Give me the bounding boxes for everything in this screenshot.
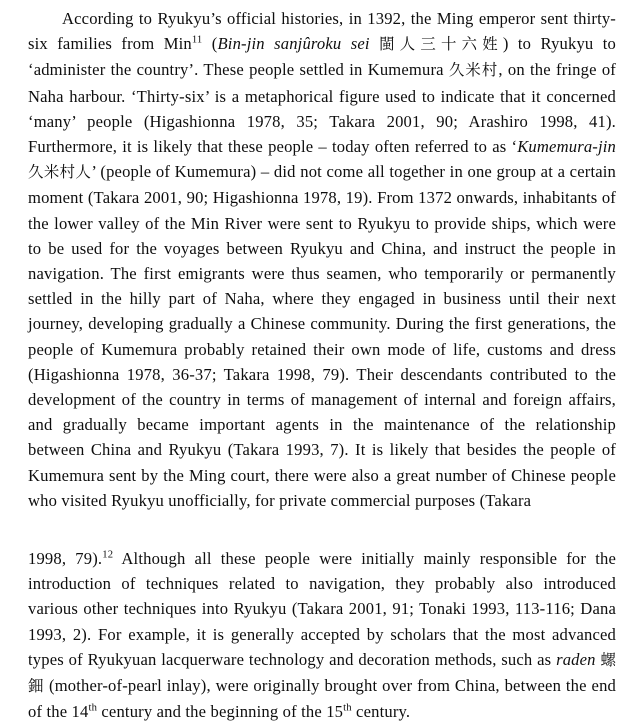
superscript-marker: 11 (191, 34, 203, 46)
cjk-term: 螺鈿 (28, 650, 616, 696)
paragraph-1: According to Ryukyu’s official histories, in 1392, the Ming emperor sent thirty-six families from Min$^{11}$ (Bin-jin sanjûroku sei 閩人三十六姓) to Ryukyu to ‘administer the country’. These people settled in Kumemura 久米村, on the fringe of Naha harbour. ‘Thirty-six’ is a metaphorical figure used to indicate that it concerned ‘many’ people (Higashionna 1978, 35; Takara 2001, 90; Arashiro 1998, 41). Furthermore, it is likely that these people – today often referred to as ‘Kumemura-jin 久米村人’ (people of Kumemura) – did not come all together in one group at a certain moment (Takara 2001, 90; Higashionna 1978, 19). From 1372 onwards, inhabitants of the lower valley of the Min River were sent to Ryukyu to provide ships, which were to be used for the voyages between Ryukyu and China, and instruct the people in navigation. The first emigrants were thus seamen, who temporarily or permanently settled in the hilly part of Naha, where they engaged in business until their next journey, developing gradually a Chinese community. During the first generations, the people of Kumemura probably retained their own mode of life, customs and dress (Higashionna 1978, 36-37; Takara 1998, 79). Their descendants contributed to the development of the country in terms of management of internal and foreign affairs, and gradually became important agents in the maintenance of the relationship between China and Ryukyu (Takara 1993, 7). It is likely that besides the people of Kumemura sent by the Ming court, there were also a great number of Chinese people who visited Ryukyu unofficially, for private commercial purposes (Takara (28, 9, 617, 510)
superscript-marker: th (343, 702, 352, 714)
paragraph-2: 1998, 79).$^{12}$ Although all these people were initially mainly responsible for the introduction of techniques related to navigation, they probably also introduced various other techniques into Ryukyu (Takara 2001, 91; Tonaki 1993, 113-116; Dana 1993, 2). For example, it is generally accepted by scholars that the most advanced types of Ryukyuan lacquerware technology and decoration methods, such as raden 螺鈿 (mother-of-pearl inlay), were originally brought over from China, between the end of the 14th century and the beginning of the 15th century. (28, 549, 617, 722)
italic-term: raden (556, 649, 596, 669)
italic-term: Bin-jin sanjûroku sei (217, 34, 370, 54)
cjk-term: 閩人三十六姓 (379, 35, 503, 54)
superscript-marker: 12 (102, 549, 114, 561)
italic-term: Kumemura-jin (517, 137, 616, 157)
cjk-term: 久米村 (448, 61, 499, 80)
superscript-marker: th (88, 702, 98, 714)
cjk-term: 久米村人 (28, 163, 92, 182)
